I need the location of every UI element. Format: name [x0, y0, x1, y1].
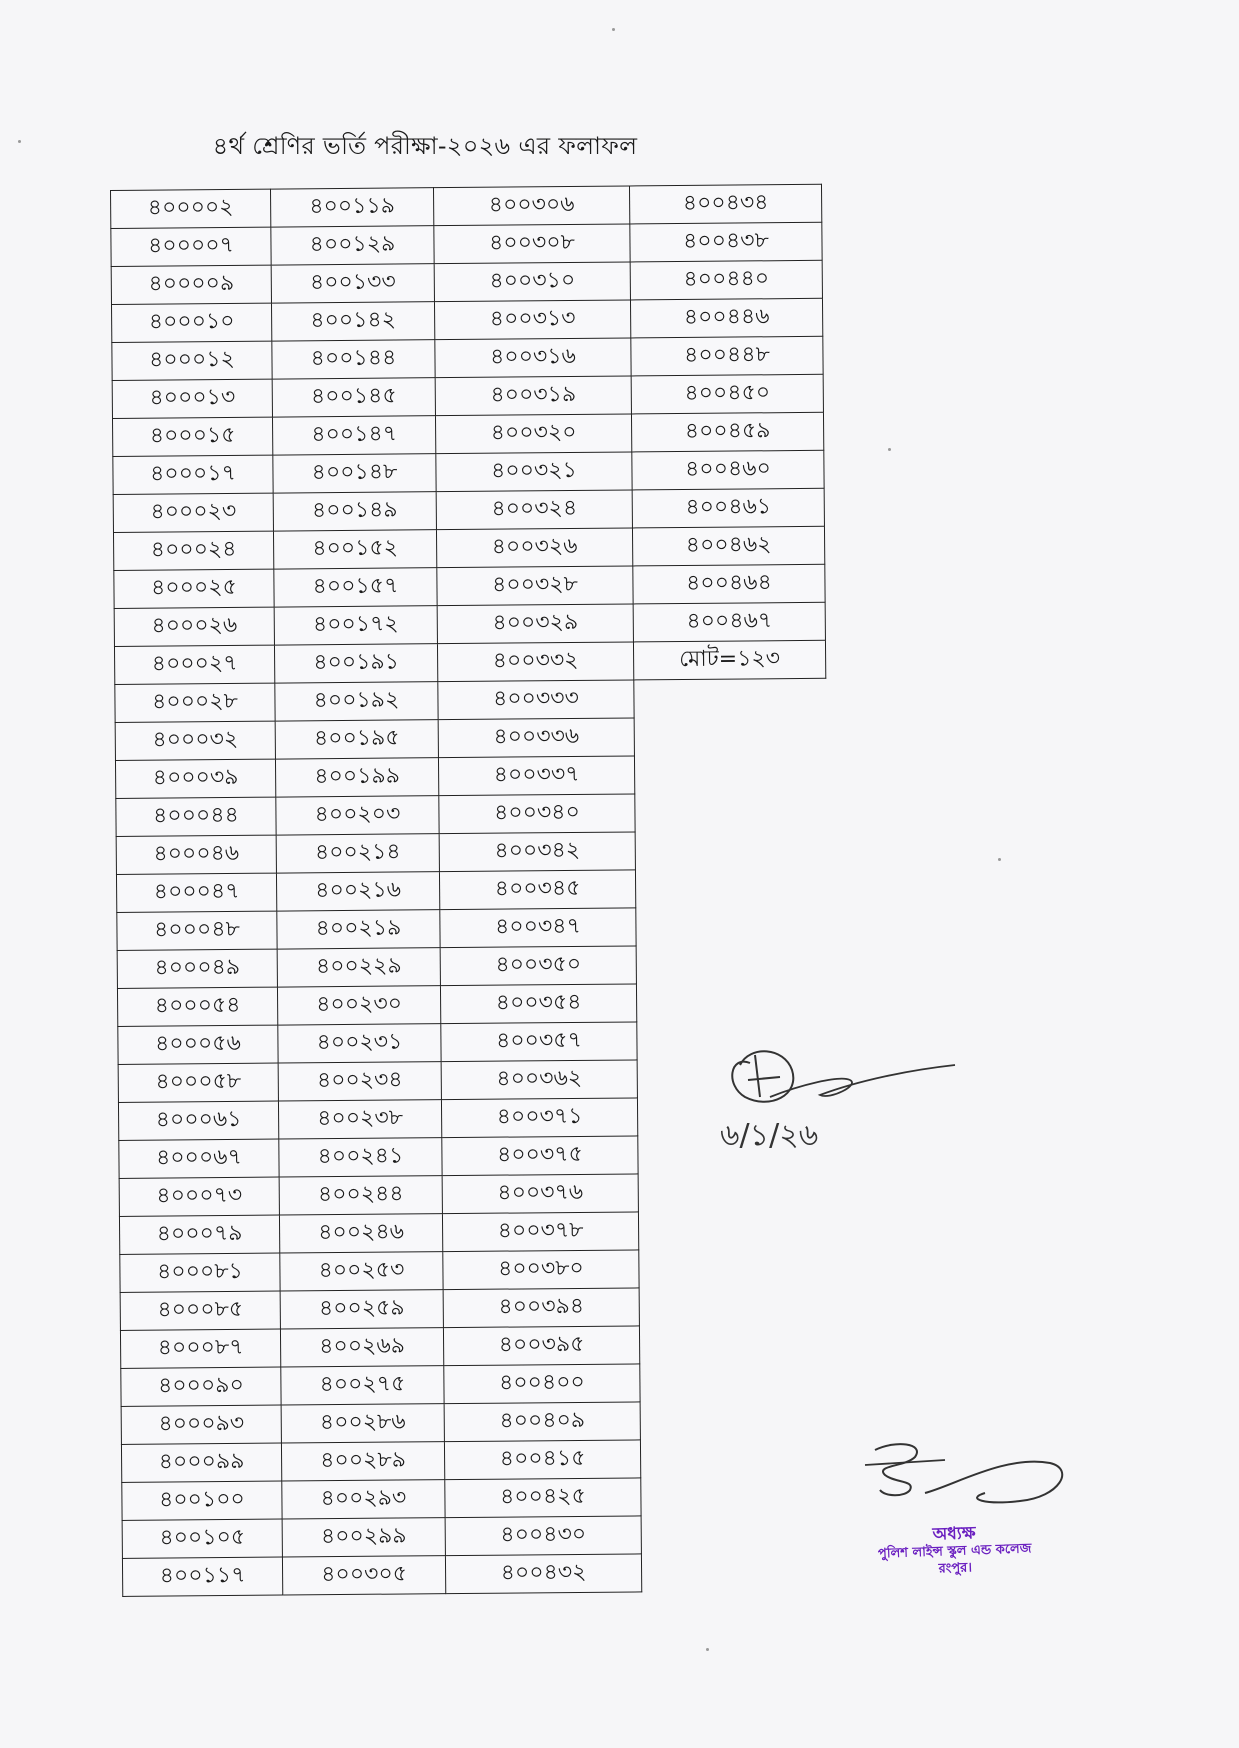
- table-row: [112, 412, 823, 456]
- roll-number-cell: ৪০০৩১৩: [434, 300, 630, 340]
- roll-number-cell: ৪০০০৮৭: [120, 1329, 280, 1368]
- roll-number-cell: ৪০০০৫৬: [118, 1025, 278, 1064]
- table-row: [122, 1552, 833, 1596]
- roll-number-cell: ৪০০৩৭১: [441, 1098, 637, 1138]
- scan-speck: [18, 140, 21, 143]
- roll-number-cell: ৪০০৩১৬: [435, 338, 631, 378]
- roll-number-cell: ৪০০৪৬১: [632, 488, 824, 528]
- table-row: [119, 1210, 830, 1254]
- roll-number-cell: ৪০০১৭২: [274, 606, 437, 645]
- roll-number-cell: ৪০০৩০৬: [433, 186, 629, 226]
- roll-number-cell: ৪০০১৪২: [271, 302, 434, 341]
- scan-speck: [612, 28, 615, 31]
- roll-number-cell: ৪০০১৫২: [273, 530, 436, 569]
- roll-number-cell: ৪০০২৫৩: [280, 1252, 443, 1291]
- empty-cell: [641, 1514, 833, 1554]
- table-row: [114, 564, 825, 608]
- table-row: [116, 792, 827, 836]
- roll-number-cell: ৪০০২৩৪: [278, 1062, 441, 1101]
- roll-number-cell: ৪০০১৪৭: [272, 416, 435, 455]
- roll-number-cell: ৪০০৩২০: [435, 414, 631, 454]
- roll-number-cell: ৪০০৩৪২: [439, 832, 635, 872]
- roll-number-cell: ৪০০০৫৪: [117, 987, 277, 1026]
- empty-cell: [636, 982, 828, 1022]
- roll-number-cell: ৪০০২১৬: [276, 872, 439, 911]
- empty-cell: [636, 944, 828, 984]
- table-row: [122, 1476, 833, 1520]
- empty-cell: [640, 1438, 832, 1478]
- roll-number-cell: ৪০০২৫৯: [280, 1290, 443, 1329]
- empty-cell: [634, 716, 826, 756]
- roll-number-cell: ৪০০২৮৬: [281, 1404, 444, 1443]
- roll-number-cell: ৪০০৪৪৬: [630, 298, 822, 338]
- roll-number-cell: ৪০০০২৩: [113, 493, 273, 532]
- roll-number-cell: ৪০০০২৬: [114, 607, 274, 646]
- roll-number-cell: ৪০০১৫৭: [274, 568, 437, 607]
- seal-city: রংপুর।: [938, 1559, 973, 1577]
- roll-number-cell: ৪০০৩৪৫: [439, 870, 635, 910]
- roll-number-cell: ৪০০০৩৯: [115, 759, 275, 798]
- seal-title: অধ্যক্ষ: [932, 1523, 976, 1545]
- roll-number-cell: ৪০০৪৩২: [445, 1554, 641, 1594]
- roll-number-cell: ৪০০৩৭৬: [442, 1174, 638, 1214]
- roll-number-cell: ৪০০৩৪৭: [440, 908, 636, 948]
- roll-number-cell: ৪০০৩২১: [436, 452, 632, 492]
- roll-number-cell: ৪০০১৯২: [275, 682, 438, 721]
- roll-number-cell: ৪০০১২৯: [271, 226, 434, 265]
- table-row: [116, 830, 827, 874]
- principal-seal: [829, 1521, 1081, 1600]
- roll-number-cell: ৪০০৪৬২: [632, 526, 824, 566]
- roll-number-cell: ৪০০৩০৫: [282, 1556, 445, 1595]
- roll-number-cell: ৪০০১০০: [122, 1481, 282, 1520]
- roll-number-cell: ৪০০১৯৯: [275, 758, 438, 797]
- roll-number-cell: ৪০০০৭৯: [119, 1215, 279, 1254]
- roll-number-cell: ৪০০০৪৬: [116, 835, 276, 874]
- roll-number-cell: ৪০০৪৬৪: [633, 564, 825, 604]
- table-row: [114, 640, 825, 684]
- roll-number-cell: ৪০০২৪১: [279, 1138, 442, 1177]
- roll-number-cell: ৪০০২৬৯: [280, 1328, 443, 1367]
- roll-number-cell: ৪০০৩৯৪: [443, 1288, 639, 1328]
- roll-number-cell: ৪০০২৮৯: [281, 1442, 444, 1481]
- scan-speck: [888, 448, 891, 451]
- roll-number-cell: ৪০০২৯৩: [282, 1480, 445, 1519]
- roll-number-cell: ৪০০০১৭: [113, 455, 273, 494]
- table-row: [111, 260, 822, 304]
- roll-number-cell: ৪০০৪৪৮: [631, 336, 823, 376]
- empty-cell: [639, 1324, 831, 1364]
- roll-number-cell: ৪০০০১৩: [112, 379, 272, 418]
- roll-number-cell: ৪০০২৪৪: [279, 1176, 442, 1215]
- roll-number-cell: ৪০০২১৯: [277, 910, 440, 949]
- roll-number-cell: ৪০০৩০৮: [434, 224, 630, 264]
- roll-number-cell: ৪০০৩৩৭: [438, 756, 634, 796]
- roll-number-cell: ৪০০২০৩: [276, 796, 439, 835]
- roll-number-cell: ৪০০৪৬০: [632, 450, 824, 490]
- roll-number-cell: ৪০০০০২: [111, 189, 271, 228]
- empty-cell: [638, 1172, 830, 1212]
- table-row: [111, 184, 822, 228]
- table-row: [117, 982, 828, 1026]
- roll-number-cell: ৪০০৪৩০: [445, 1516, 641, 1556]
- empty-cell: [639, 1286, 831, 1326]
- results-table: [110, 184, 834, 1597]
- roll-number-cell: ৪০০৪৬৭: [633, 602, 825, 642]
- roll-number-cell: ৪০০০৪৯: [117, 949, 277, 988]
- roll-number-cell: ৪০০০৩২: [115, 721, 275, 760]
- scan-speck: [706, 1648, 709, 1651]
- empty-cell: [635, 868, 827, 908]
- table-row: [111, 222, 822, 266]
- roll-number-cell: ৪০০০২৪: [113, 531, 273, 570]
- scan-speck: [998, 858, 1001, 861]
- roll-number-cell: ৪০০০২৭: [114, 645, 274, 684]
- roll-number-cell: ৪০০০৫৮: [118, 1063, 278, 1102]
- table-row: [114, 602, 825, 646]
- roll-number-cell: ৪০০০৮৫: [120, 1291, 280, 1330]
- roll-number-cell: ৪০০৪০৯: [444, 1402, 640, 1442]
- roll-number-cell: ৪০০০৬১: [118, 1101, 278, 1140]
- roll-number-cell: ৪০০০৭৩: [119, 1177, 279, 1216]
- roll-number-cell: ৪০০৪৪০: [630, 260, 822, 300]
- roll-number-cell: ৪০০১১৯: [270, 188, 433, 227]
- results-table-body: [111, 184, 834, 1596]
- roll-number-cell: ৪০০৩১৯: [435, 376, 631, 416]
- table-row: [115, 716, 826, 760]
- empty-cell: [641, 1476, 833, 1516]
- empty-cell: [635, 792, 827, 832]
- roll-number-cell: ৪০০১৪৯: [273, 492, 436, 531]
- table-row: [121, 1438, 832, 1482]
- roll-number-cell: ৪০০০৯৯: [121, 1443, 281, 1482]
- table-row: [115, 754, 826, 798]
- roll-number-cell: ৪০০১৯৫: [275, 720, 438, 759]
- table-row: [115, 678, 826, 722]
- roll-number-cell: ৪০০৪৩৪: [629, 184, 821, 224]
- roll-number-cell: ৪০০৩২৮: [437, 566, 633, 606]
- roll-number-cell: ৪০০৪৫৯: [631, 412, 823, 452]
- seal-institution: পুলিশ লাইন্স স্কুল এন্ড কলেজ: [877, 1541, 1032, 1562]
- roll-number-cell: ৪০০৩২৯: [437, 604, 633, 644]
- roll-number-cell: ৪০০০০৭: [111, 227, 271, 266]
- roll-number-cell: ৪০০০২৫: [114, 569, 274, 608]
- roll-number-cell: ৪০০৩৫৪: [440, 984, 636, 1024]
- roll-number-cell: ৪০০৩৪০: [439, 794, 635, 834]
- empty-cell: [635, 830, 827, 870]
- roll-number-cell: ৪০০৩৭৮: [442, 1212, 638, 1252]
- table-row: [122, 1514, 833, 1558]
- roll-number-cell: ৪০০২১৪: [276, 834, 439, 873]
- roll-number-cell: ৪০০৩২৬: [436, 528, 632, 568]
- roll-number-cell: ৪০০১৩৩: [271, 264, 434, 303]
- table-row: [113, 450, 824, 494]
- empty-cell: [641, 1552, 833, 1592]
- roll-number-cell: ৪০০১১৭: [122, 1557, 282, 1596]
- roll-number-cell: ৪০০৩৮০: [443, 1250, 639, 1290]
- table-row: [117, 944, 828, 988]
- roll-number-cell: ৪০০২৪৬: [279, 1214, 442, 1253]
- roll-number-cell: ৪০০২৭৫: [281, 1366, 444, 1405]
- empty-cell: [634, 678, 826, 718]
- roll-number-cell: ৪০০১৪৪: [272, 340, 435, 379]
- roll-number-cell: ৪০০০৪৪: [116, 797, 276, 836]
- roll-number-cell: ৪০০৪১৫: [444, 1440, 640, 1480]
- roll-number-cell: ৪০০১৯১: [274, 644, 437, 683]
- roll-number-cell: ৪০০৩২৪: [436, 490, 632, 530]
- roll-number-cell: ৪০০২২৯: [277, 948, 440, 987]
- roll-number-cell: ৪০০৩৫০: [440, 946, 636, 986]
- table-row: [120, 1286, 831, 1330]
- table-row: [120, 1324, 831, 1368]
- roll-number-cell: ৪০০৪৩৮: [630, 222, 822, 262]
- table-row: [121, 1362, 832, 1406]
- roll-number-cell: ৪০০০৯৩: [121, 1405, 281, 1444]
- roll-number-cell: ৪০০০৯০: [121, 1367, 281, 1406]
- roll-number-cell: ৪০০৩৫৭: [441, 1022, 637, 1062]
- roll-number-cell: ৪০০৪২৫: [445, 1478, 641, 1518]
- table-row: [121, 1400, 832, 1444]
- roll-number-cell: ৪০০০১৫: [112, 417, 272, 456]
- roll-number-cell: ৪০০৩৭৫: [442, 1136, 638, 1176]
- empty-cell: [639, 1248, 831, 1288]
- roll-number-cell: ৪০০১০৫: [122, 1519, 282, 1558]
- empty-cell: [640, 1400, 832, 1440]
- principal-signature: [855, 1435, 1070, 1525]
- roll-number-cell: ৪০০০৮১: [120, 1253, 280, 1292]
- roll-number-cell: ৪০০৩৩২: [437, 642, 633, 682]
- signature-with-date: [710, 1025, 970, 1155]
- roll-number-cell: ৪০০৩৩৩: [438, 680, 634, 720]
- table-row: [111, 298, 822, 342]
- empty-cell: [636, 906, 828, 946]
- empty-cell: [638, 1210, 830, 1250]
- roll-number-cell: ৪০০০১২: [112, 341, 272, 380]
- table-row: [113, 488, 824, 532]
- empty-cell: [634, 754, 826, 794]
- roll-number-cell: ৪০০৩৯৫: [443, 1326, 639, 1366]
- roll-number-cell: ৪০০২৯৯: [282, 1518, 445, 1557]
- roll-number-cell: ৪০০৪০০: [444, 1364, 640, 1404]
- table-row: [117, 906, 828, 950]
- table-row: [113, 526, 824, 570]
- roll-number-cell: ৪০০৪৫০: [631, 374, 823, 414]
- roll-number-cell: মোট=১২৩: [633, 640, 825, 680]
- roll-number-cell: ৪০০৩৩৬: [438, 718, 634, 758]
- roll-number-cell: ৪০০৩৬২: [441, 1060, 637, 1100]
- signature-date: ৬/১/২৬: [720, 1118, 819, 1153]
- roll-number-cell: ৪০০০৪৮: [117, 911, 277, 950]
- roll-number-cell: ৪০০০৬৭: [119, 1139, 279, 1178]
- table-row: [112, 336, 823, 380]
- roll-number-cell: ৪০০০২৮: [115, 683, 275, 722]
- roll-number-cell: ৪০০৩১০: [434, 262, 630, 302]
- table-row: [116, 868, 827, 912]
- roll-number-cell: ৪০০২৩১: [278, 1024, 441, 1063]
- table-row: [120, 1248, 831, 1292]
- page-title: ৪র্থ শ্রেণির ভর্তি পরীক্ষা-২০২৬ এর ফলাফল: [212, 132, 638, 160]
- roll-number-cell: ৪০০১৪৫: [272, 378, 435, 417]
- roll-number-cell: ৪০০২৩৮: [278, 1100, 441, 1139]
- table-row: [112, 374, 823, 418]
- roll-number-cell: ৪০০০০৯: [111, 265, 271, 304]
- empty-cell: [640, 1362, 832, 1402]
- table-row: [119, 1172, 830, 1216]
- roll-number-cell: ৪০০১৪৮: [273, 454, 436, 493]
- roll-number-cell: ৪০০০১০: [111, 303, 271, 342]
- roll-number-cell: ৪০০২৩০: [277, 986, 440, 1025]
- roll-number-cell: ৪০০০৪৭: [116, 873, 276, 912]
